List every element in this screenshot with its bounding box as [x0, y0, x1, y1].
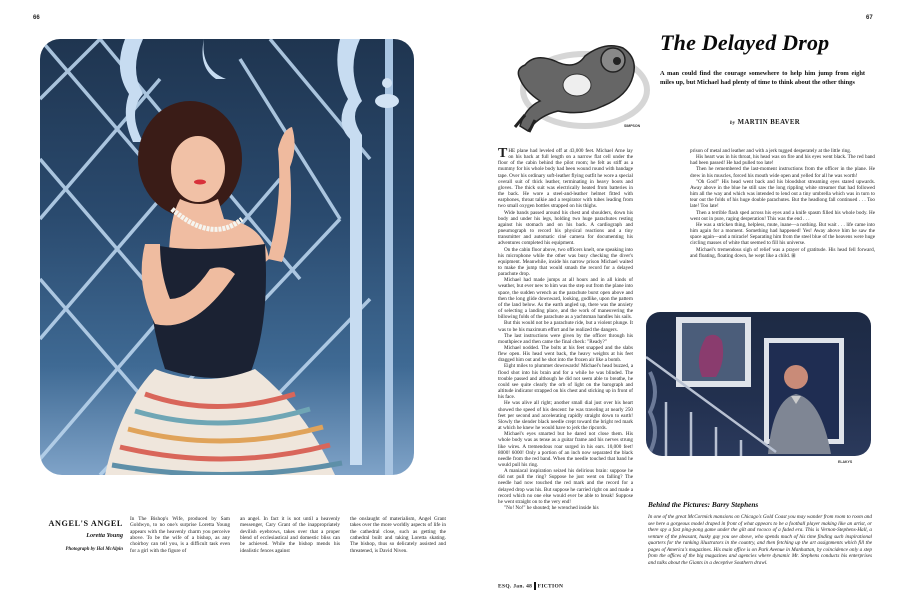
parachutist-sketch-icon: [505, 35, 650, 135]
story-paragraph: prison of metal and leather and with a jerk tugged desperately at the little ring.: [690, 148, 852, 154]
story-paragraph: Michael's eyes smarted but he dared not close them. His whole body was as tense as a guitar frame and his nerves strung like wires. A tremendous roar surged in his ears. 10,000 feet! 8000! 6000! Only a portion of an inch now separated the black needle from the red band. When the needle touched that band he would pull his ring.: [498, 431, 633, 468]
photo-credit: Photograph by Hal McAlpin: [65, 547, 123, 552]
story-paragraph: Michael nodded. The bolts at his feet snapped and the slabs flew open. His head went back, the heavy weights at his feet dragged him out and he shot into the frozen air like a bomb.: [498, 345, 633, 364]
story-paragraph: Michael had made jumps at all hours and in all kinds of weather, but ever new to him was the step out from the plane into space, the sudden wrench as the parachute burst open above and then the long glide downward, looking, godlike, upon the pattern of the land below. As the earth angled up, there was the anxiety of selecting a landing place, and the work of maneuvering the billowing folds of the parachute as a yachtsman handles his sails.: [498, 277, 633, 321]
byline-author: MARTIN BEAVER: [737, 119, 801, 126]
story-paragraph: His heart was in his throat, his head was on fire and his eyes went black. The red band had been passed! He had pulled too late!: [690, 154, 875, 167]
story-paragraph: Then a terrible flash sped across his eyes and a knife spasm filled his whole body. He went out in pure, raging desperation! This was the end . . .: [690, 209, 875, 222]
byline: [730, 119, 800, 126]
illustration-credit: SIMPSON: [624, 124, 641, 128]
story-paragraph: Eight miles to plummet downwards! Michael's head buzzed, a flood shot into his brain and for a while he was blinded. The trouble passed and although he did not seem able to breathe, he could see quite clearly the orb of light on the barograph and altitude indicator strapped on his chest and sticking up in front of his face.: [498, 363, 633, 401]
byline-prefix: by: [730, 121, 736, 126]
story-paragraph: He was a stricken thing, helpless, mute, inane—a nothing. But wait . . . life came into him again for a moment. Something had happened! Yes! Away above him he saw the space again—and a miracle! Separating him from the steel blue of the heavens were huge circling masses of white that seemed to fill his universe.: [690, 221, 875, 247]
right-page-number: 67: [866, 15, 873, 21]
end-mark-icon: ⊞: [791, 252, 796, 259]
story-paragraph: He was alive all right; another small dial just over his heart showed the speed of his descent: he was traveling at nearly 250 feet per second and accelerating rapidly straight down to earth! Slowly the slender black needle crept toward the bright red mark at which he knew he would have to jerk the ripcords.: [498, 400, 633, 432]
photo-illustration: [646, 312, 871, 456]
story-paragraph: On the cabin floor above, two officers knelt, one speaking into his microphone while the other was busy checking the diver's equipment. Meanwhile, inside his narrow prison Michael waited to make the jump that would smash the record for a delayed parachute drop.: [498, 246, 633, 278]
story-paragraph: Wide bands passed around his chest and shoulders, down his body and under his legs, holding two huge parachutes resting against his stomach and on his back. A cardiograph and pneumograph to record his physical reactions and a tiny transmitter and automatic ciné camera for documenting his adventures completed his equipment.: [498, 209, 633, 247]
caption-body-col-2: an angel. In fact it is not until a heavenly messenger, Cary Grant of the inappropriately devilish eyebrows, takes over that a proper blend of ecclesiastical and domestic bliss can be achieved. While the bishop mends his idealistic fences against: [240, 516, 340, 554]
barry-stephens-photo: [646, 312, 871, 456]
caption-subject-name: Loretta Young: [86, 532, 123, 539]
story-paragraph: But this would not be a parachute ride, but a violent plunge. It was to be his maximum effort and he realized the dangers.: [498, 320, 633, 333]
story-title: The Delayed Drop: [660, 30, 830, 55]
folio-divider: [534, 582, 536, 590]
behind-pictures-title: Behind the Pictures: Barry Stephens: [648, 500, 759, 509]
parachutist-illustration: [505, 35, 650, 135]
caption-body-col-3: the onslaught of materialism, Angel Grant takes over the more worldly aspects of life in the cathedral close, such as getting the cathedral built and taking Loretta skating. The bishop, thus so delicately assisted and threatened, is David Niven.: [350, 516, 446, 554]
story-paragraph: A maniacal inspiration seized his delirious brain: suppose he did not pull the ring? Suppose he just went on falling? The needle had now touched the red mark and the record for a delayed drop was his. But suppose he carried right on and made a record which no one else would ever be able to break! Suppose he went straight on to the very end!: [498, 468, 633, 505]
story-deck: A man could find the courage somewhere to help him jump from eight miles up, but Michael had plenty of time to think about the other things: [660, 70, 865, 86]
left-page-number: 66: [33, 15, 40, 21]
caption-title: ANGEL'S ANGEL: [48, 519, 123, 528]
behind-pictures-body: In one of the great McCormick mansions on Chicago's Gold Coast you may wander from room to room and see here a gorgeous model draped in front of what appears to be a football player making like an artist, or there spy a fast ping-pong game under the gilt and rococo of a faded era. This is Vernon-Stephens-Hall, a venture of the pleasant, husky guy you see above, who spends much of his time finding such inspirational quarters for the ranking illustrators in the country, and then fetching up the art assignments which fill the pages of America's magazines. His main office is on Park Avenue in Manhattan, by coincidence only a step from the offices of the big magazines and agencies where dynamic Mr. Stephens conducts his enterprises and talks about the Giants in a deceptive Southern drawl.: [648, 514, 872, 566]
caption-body-col-1: In The Bishop's Wife, produced by Sam Goldwyn, to no one's surprise Loretta Young appears with the heavenly charm you perceive above. To be the wife of a bishop, as any choirboy can tell you, is a difficult task even for a girl with the figure of: [130, 516, 230, 554]
story-paragraph: Michael's tremendous sigh of relief was a prayer of gratitude. His head fell forward, and floating, floating down, he wept like a child.: [690, 246, 875, 259]
folio-issue: ESQ. Jan. 48: [498, 583, 533, 590]
photo-credit-small: ELAKYS: [838, 460, 853, 464]
story-paragraph: HE plane had leveled off at 43,000 feet. Michael Arne lay on his back at full length on a narrow flat cell under the floor of the cabin behind the pilot room; he felt as stiff as a mummy for his whole body had been wound round with bandage tape. Over his ordinary soft-leather flying outfit he wore a special overall suit of thick leather, terminating in heavy boots and gloves. The thick suit was electrically heated from batteries in the back. He wore a steel-and-leather helmet fitted with earphones, throat talkie and a respirator with tubes leading from two small oxygen bottles strapped on his thighs.: [498, 148, 633, 210]
story-column-2: [690, 148, 875, 338]
story-paragraph: "No! No!" he shouted; he wrenched inside his: [504, 505, 599, 512]
photo-caption-heading: [40, 519, 123, 552]
story-paragraph: "Oh God!" His head went back and his bloodshot streaming eyes stared upwards. Away above in the blue he still saw the long rippling white streamer that had followed him all the way and which was intended to lend out a tiny umbrella which was in turn to tear out the folds of his huge double parachutes. But the headlong fall continued . . . Too late! Too late!: [690, 178, 875, 210]
story-paragraph: The last instructions were given by the officer through his mouthpiece and then came the final check: "Ready?": [498, 332, 633, 345]
folio-section: FICTION: [537, 583, 564, 590]
photo-illustration: [40, 39, 414, 475]
folio: [498, 582, 563, 590]
story-column-1: [498, 148, 633, 580]
drop-cap: T: [498, 148, 508, 161]
loretta-young-photo: [40, 39, 414, 475]
story-paragraph: Then he remembered the last-moment instructions from the officer in the plane. He drew in his muscles, forced his mouth wide open and yelled for all he was worth!: [690, 166, 875, 179]
